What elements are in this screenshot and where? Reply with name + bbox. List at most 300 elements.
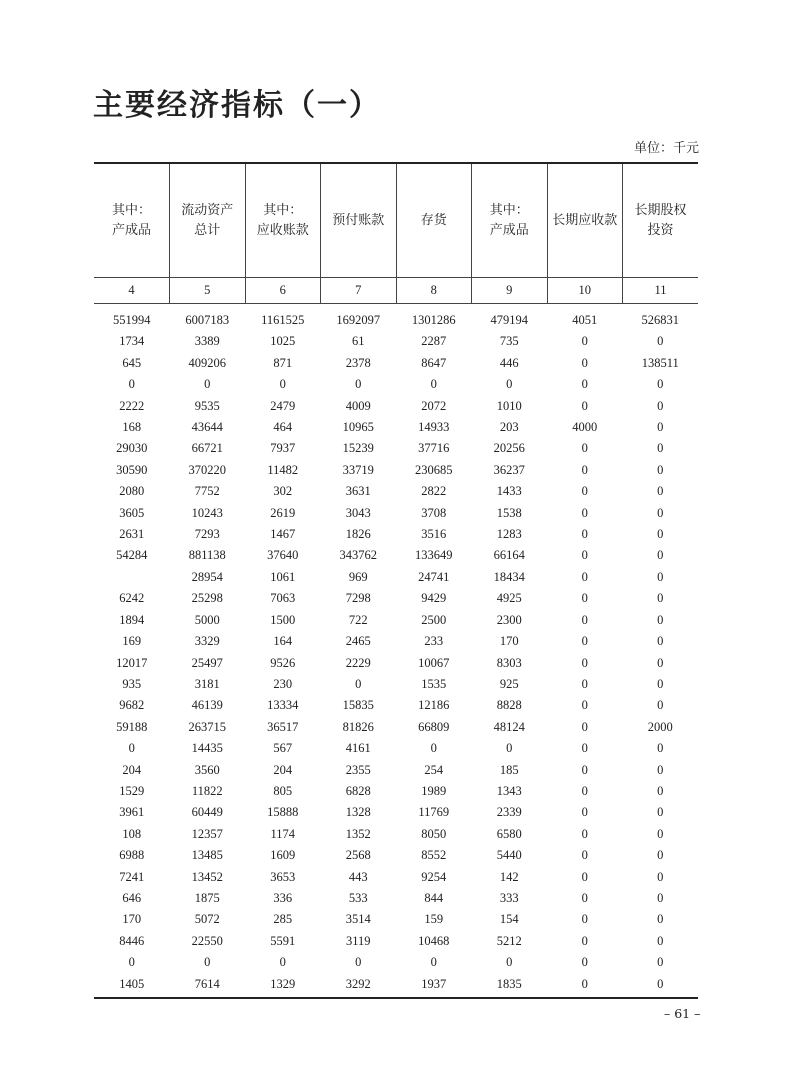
- table-cell: 108: [122, 826, 142, 841]
- table-cell: 8647: [421, 355, 447, 370]
- table-cell: 13334: [267, 698, 299, 713]
- table-cell: 0: [657, 912, 664, 927]
- table-cell: 0: [657, 398, 664, 413]
- table-cell: 0: [657, 869, 664, 884]
- table-cell: 230: [273, 676, 293, 691]
- table-cell: 36237: [493, 462, 525, 477]
- column-header: [245, 163, 321, 278]
- table-cell: 0: [657, 420, 664, 435]
- table-cell: 464: [273, 420, 293, 435]
- table-cell: 0: [657, 976, 664, 991]
- table-cell: 1467: [270, 527, 296, 542]
- table-cell: 54284: [116, 548, 148, 563]
- table-row: [94, 695, 698, 716]
- table-row: [94, 610, 698, 631]
- table-cell: 1875: [194, 890, 220, 905]
- table-cell: 3389: [194, 334, 220, 349]
- table-row: [94, 353, 698, 374]
- table-cell: 1161525: [261, 313, 305, 327]
- column-number: 8: [396, 278, 472, 304]
- table-cell: 0: [657, 377, 664, 392]
- table-cell: 170: [122, 912, 142, 927]
- table-cell: 2222: [119, 398, 145, 413]
- table-cell: 2619: [270, 505, 296, 520]
- table-cell: 0: [657, 955, 664, 970]
- table-cell: 285: [273, 912, 293, 927]
- table-cell: 0: [581, 698, 588, 713]
- table-cell: 0: [581, 355, 588, 370]
- column-number: 5: [170, 278, 246, 304]
- table-cell: 43644: [191, 420, 223, 435]
- table-cell: 0: [581, 955, 588, 970]
- table-cell: 881138: [188, 548, 226, 563]
- table-cell: 66809: [418, 719, 450, 734]
- table-cell: 233: [424, 634, 444, 649]
- table-cell: 0: [581, 826, 588, 841]
- table-cell: 13452: [191, 869, 223, 884]
- table-cell: 871: [273, 355, 293, 370]
- table-cell: 0: [657, 441, 664, 456]
- table-cell: 0: [581, 505, 588, 520]
- table-cell: 443: [348, 869, 368, 884]
- table-cell: 10468: [418, 933, 450, 948]
- table-cell: 254: [424, 762, 444, 777]
- table-cell: 1433: [496, 484, 522, 499]
- table-cell: 204: [122, 762, 142, 777]
- table-cell: 0: [657, 826, 664, 841]
- table-cell: 25497: [191, 655, 223, 670]
- table-cell: 551994: [113, 313, 151, 327]
- table-cell: 0: [581, 612, 588, 627]
- table-row: [94, 653, 698, 674]
- table-cell: 12357: [191, 826, 223, 841]
- table-cell: 3605: [119, 505, 145, 520]
- table-cell: 0: [204, 377, 211, 392]
- table-cell: 0: [279, 955, 286, 970]
- table-cell: 8828: [496, 698, 522, 713]
- table-cell: 0: [657, 527, 664, 542]
- table-cell: 567: [273, 741, 293, 756]
- table-cell: 0: [581, 591, 588, 606]
- table-cell: 7937: [270, 441, 296, 456]
- table-cell: 2355: [345, 762, 371, 777]
- table-cell: 1937: [421, 976, 447, 991]
- table-cell: 0: [355, 676, 362, 691]
- table-cell: 0: [581, 334, 588, 349]
- table-cell: 3961: [119, 805, 145, 820]
- table-row: [94, 374, 698, 395]
- table-cell: 5440: [496, 848, 522, 863]
- table-cell: 645: [122, 355, 142, 370]
- table-cell: 0: [657, 462, 664, 477]
- table-cell: 30590: [116, 462, 148, 477]
- table-cell: 722: [348, 612, 368, 627]
- table-cell: 0: [657, 591, 664, 606]
- table-cell: 0: [581, 805, 588, 820]
- table-cell: 1352: [345, 826, 371, 841]
- table-row: [94, 331, 698, 352]
- table-cell: 36517: [267, 719, 299, 734]
- table-cell: 646: [122, 890, 142, 905]
- table-cell: 7752: [194, 484, 220, 499]
- table-cell: 7614: [194, 976, 220, 991]
- column-number: 9: [472, 278, 548, 304]
- column-header: [94, 163, 170, 278]
- table-cell: 2465: [345, 634, 371, 649]
- table-cell: 0: [657, 783, 664, 798]
- column-header-line2: 产成品: [489, 222, 529, 238]
- table-cell: 81826: [342, 719, 374, 734]
- table-cell: 0: [581, 398, 588, 413]
- table-cell: 0: [128, 741, 135, 756]
- table-row: [94, 438, 698, 459]
- table-cell: 1328: [345, 805, 371, 820]
- column-header-line2: 应收账款: [256, 222, 309, 238]
- column-header-line1: 预付账款: [332, 212, 385, 228]
- table-row: [94, 931, 698, 952]
- table-cell: 0: [581, 634, 588, 649]
- unit-label: 单位：千元: [633, 141, 699, 156]
- table-cell: 1405: [119, 976, 145, 991]
- table-cell: 8446: [119, 933, 145, 948]
- table-cell: 48124: [493, 719, 525, 734]
- table-cell: 805: [273, 783, 293, 798]
- table-cell: 4000: [572, 420, 598, 435]
- table-cell: 15888: [267, 805, 299, 820]
- table-row: [94, 845, 698, 866]
- column-header-line1: 存货: [420, 212, 447, 228]
- table-cell: 1609: [270, 848, 296, 863]
- table-cell: 9535: [194, 398, 220, 413]
- table-cell: 6988: [119, 848, 145, 863]
- column-number: 7: [321, 278, 397, 304]
- table-cell: 4051: [572, 313, 598, 327]
- column-number: 6: [245, 278, 321, 304]
- table-cell: 1535: [421, 676, 447, 691]
- table-cell: 133649: [415, 548, 453, 563]
- table-cell: 336: [273, 890, 293, 905]
- table-cell: 230685: [415, 462, 453, 477]
- table-cell: 33719: [342, 462, 374, 477]
- table-cell: 2822: [421, 484, 447, 499]
- table-cell: 0: [657, 890, 664, 905]
- table-cell: 2568: [345, 848, 371, 863]
- table-row: [94, 674, 698, 695]
- column-number: 10: [547, 278, 623, 304]
- table-cell: 0: [581, 569, 588, 584]
- table-cell: 446: [499, 355, 519, 370]
- column-header: [623, 163, 699, 278]
- column-header-line1: 流动资产: [181, 202, 234, 218]
- table-cell: 0: [506, 741, 513, 756]
- table-cell: 11822: [191, 783, 223, 798]
- table-cell: 14933: [418, 420, 450, 435]
- table-cell: 66721: [191, 441, 223, 456]
- table-cell: 24741: [418, 569, 450, 584]
- table-cell: 0: [581, 762, 588, 777]
- table-cell: 409206: [188, 355, 226, 370]
- table-cell: 20256: [493, 441, 525, 456]
- table-cell: 0: [657, 484, 664, 499]
- table-cell: 46139: [191, 698, 223, 713]
- table-cell: 3560: [194, 762, 220, 777]
- column-number: 11: [623, 278, 699, 304]
- table-cell: 0: [657, 676, 664, 691]
- column-header: [170, 163, 246, 278]
- table-cell: 1826: [345, 527, 371, 542]
- table-cell: 969: [348, 569, 368, 584]
- table-cell: 3043: [345, 505, 371, 520]
- table-cell: 0: [581, 462, 588, 477]
- table-cell: 1538: [496, 505, 522, 520]
- table-cell: 9526: [270, 655, 296, 670]
- table-cell: 154: [499, 912, 519, 927]
- table-row: [94, 503, 698, 524]
- table-row: [94, 631, 698, 652]
- table-cell: 185: [499, 762, 519, 777]
- table-cell: 925: [499, 676, 519, 691]
- page-title: 主要经济指标（一）: [93, 88, 381, 123]
- column-number-row: [94, 278, 698, 304]
- table-cell: 0: [657, 569, 664, 584]
- table-cell: 13485: [191, 848, 223, 863]
- table-cell: 9682: [119, 698, 145, 713]
- table-cell: 10067: [418, 655, 450, 670]
- column-header-line1: 其中：: [111, 202, 151, 218]
- table-row: [94, 824, 698, 845]
- table-cell: 11482: [267, 462, 299, 477]
- table-cell: 4161: [345, 741, 371, 756]
- table-cell: 6007183: [185, 313, 230, 327]
- table-cell: 15239: [342, 441, 374, 456]
- table-cell: 263715: [188, 719, 226, 734]
- table-row: [94, 952, 698, 973]
- table-cell: 1894: [119, 612, 145, 627]
- table-cell: 0: [657, 505, 664, 520]
- table-row: [94, 417, 698, 438]
- table-cell: 0: [657, 634, 664, 649]
- table-cell: 0: [657, 933, 664, 948]
- table-cell: 14435: [191, 741, 223, 756]
- table-cell: 0: [506, 955, 513, 970]
- table-cell: 0: [581, 783, 588, 798]
- table-cell: 3653: [270, 869, 296, 884]
- table-cell: 37716: [418, 441, 450, 456]
- table-row: [94, 396, 698, 417]
- table-cell: 0: [657, 805, 664, 820]
- table-cell: 1529: [119, 783, 145, 798]
- table-row: [94, 781, 698, 802]
- table-cell: 6580: [496, 826, 522, 841]
- table-cell: 8552: [421, 848, 447, 863]
- header-row: [94, 163, 698, 278]
- table-cell: 25298: [191, 591, 223, 606]
- table-cell: 164: [273, 634, 293, 649]
- table-cell: 29030: [116, 441, 148, 456]
- table-cell: 0: [279, 377, 286, 392]
- table-cell: 0: [581, 890, 588, 905]
- column-header-line1: 长期股权: [634, 202, 687, 218]
- table-cell: 22550: [191, 933, 223, 948]
- table-cell: 10965: [342, 420, 374, 435]
- table-cell: 0: [581, 869, 588, 884]
- table-cell: 8303: [496, 655, 522, 670]
- table-cell: 9429: [421, 591, 447, 606]
- table-cell: 7241: [119, 869, 145, 884]
- table-cell: 12186: [418, 698, 450, 713]
- table-cell: 533: [348, 890, 368, 905]
- table-cell: 1500: [270, 612, 296, 627]
- table-cell: 0: [657, 762, 664, 777]
- column-header-line1: 其中：: [489, 202, 529, 218]
- column-number: 4: [94, 278, 170, 304]
- table-cell: 0: [657, 548, 664, 563]
- table-row: [94, 802, 698, 823]
- table-cell: 0: [430, 377, 437, 392]
- column-header: [547, 163, 623, 278]
- table-cell: 0: [128, 955, 135, 970]
- table-cell: 3514: [345, 912, 371, 927]
- table-cell: 5591: [270, 933, 296, 948]
- column-header-line2: 投资: [647, 222, 674, 238]
- table-cell: 2479: [270, 398, 296, 413]
- table-cell: 3631: [345, 484, 371, 499]
- table-cell: 7293: [194, 527, 220, 542]
- table-cell: 5212: [496, 933, 522, 948]
- column-header-line2: 总计: [194, 222, 221, 238]
- table-cell: 2339: [496, 805, 522, 820]
- table-cell: 0: [581, 933, 588, 948]
- table-cell: 0: [581, 484, 588, 499]
- table-row: [94, 867, 698, 888]
- table-cell: 8050: [421, 826, 447, 841]
- table-cell: 3329: [194, 634, 220, 649]
- table-cell: 844: [424, 890, 444, 905]
- table-cell: 1010: [496, 398, 522, 413]
- column-header-line1: 其中：: [263, 202, 303, 218]
- table-cell: 159: [424, 912, 444, 927]
- indicator-table: [94, 162, 698, 999]
- table-cell: 526831: [641, 313, 679, 327]
- column-header: [396, 163, 472, 278]
- table-row: [94, 717, 698, 738]
- table-cell: 3708: [421, 505, 447, 520]
- table-cell: 0: [657, 741, 664, 756]
- table-cell: 0: [657, 848, 664, 863]
- column-header-line2: 产成品: [111, 222, 151, 238]
- column-header: [472, 163, 548, 278]
- table-cell: 1989: [421, 783, 447, 798]
- table-cell: 6242: [119, 591, 145, 606]
- table-cell: 3292: [345, 976, 371, 991]
- table-cell: 1301286: [411, 313, 456, 327]
- table-cell: 1283: [496, 527, 522, 542]
- table-cell: 0: [581, 719, 588, 734]
- table-cell: 0: [581, 848, 588, 863]
- table-cell: 0: [581, 912, 588, 927]
- table-cell: 2072: [421, 398, 447, 413]
- table-cell: 2287: [421, 334, 447, 349]
- table-cell: 0: [581, 441, 588, 456]
- table-row: [94, 738, 698, 759]
- table-cell: 1025: [270, 334, 296, 349]
- table-cell: 370220: [188, 462, 226, 477]
- table-cell: 1734: [119, 334, 145, 349]
- table-cell: 6828: [345, 783, 371, 798]
- table-cell: 10243: [191, 505, 223, 520]
- table-cell: 4009: [345, 398, 371, 413]
- table-cell: 5072: [194, 912, 220, 927]
- table-cell: 15835: [342, 698, 374, 713]
- table-cell: 60449: [191, 805, 223, 820]
- table-cell: 735: [499, 334, 519, 349]
- table-cell: 1061: [270, 569, 296, 584]
- table-cell: 168: [122, 420, 142, 435]
- table-cell: 2631: [119, 527, 145, 542]
- table-cell: 0: [430, 955, 437, 970]
- table-cell: 1343: [496, 783, 522, 798]
- column-header-line1: 长期应收款: [552, 212, 618, 228]
- table-cell: 0: [430, 741, 437, 756]
- table-cell: 66164: [493, 548, 525, 563]
- table-cell: 0: [657, 698, 664, 713]
- table-cell: 1174: [270, 826, 296, 841]
- table-row: [94, 481, 698, 502]
- table-cell: 4925: [496, 591, 522, 606]
- table-cell: 28954: [191, 569, 223, 584]
- table-cell: 11769: [418, 805, 450, 820]
- table-row: [94, 909, 698, 930]
- table-row: [94, 888, 698, 909]
- table-cell: 7063: [270, 591, 296, 606]
- table-cell: 18434: [493, 569, 525, 584]
- table-cell: 5000: [194, 612, 220, 627]
- table-cell: 302: [273, 484, 293, 499]
- table-cell: 1329: [270, 976, 296, 991]
- table-cell: 3181: [194, 676, 220, 691]
- table-cell: 3516: [421, 527, 447, 542]
- table-cell: 0: [581, 527, 588, 542]
- table-cell: 0: [581, 741, 588, 756]
- table-cell: 3119: [345, 933, 371, 948]
- table-row: [94, 974, 698, 998]
- table-cell: 9254: [421, 869, 447, 884]
- table-cell: 2080: [119, 484, 145, 499]
- table-cell: 37640: [267, 548, 299, 563]
- table-cell: 0: [657, 655, 664, 670]
- table-cell: 0: [506, 377, 513, 392]
- table-cell: [94, 567, 170, 588]
- table-cell: 1835: [496, 976, 522, 991]
- table-row: [94, 588, 698, 609]
- table-cell: 169: [122, 634, 142, 649]
- table-cell: 0: [657, 612, 664, 627]
- table-cell: 2229: [345, 655, 371, 670]
- table-cell: 343762: [339, 548, 377, 563]
- column-header: [321, 163, 397, 278]
- table-row: [94, 304, 698, 332]
- table-row: [94, 545, 698, 566]
- table-row: [94, 460, 698, 481]
- table-cell: 2500: [421, 612, 447, 627]
- table-cell: 204: [273, 762, 293, 777]
- table-cell: 0: [355, 955, 362, 970]
- table-cell: 138511: [641, 355, 679, 370]
- table-cell: 479194: [490, 313, 528, 327]
- table-cell: 0: [581, 676, 588, 691]
- table-body: [94, 304, 698, 999]
- table-cell: 0: [657, 334, 664, 349]
